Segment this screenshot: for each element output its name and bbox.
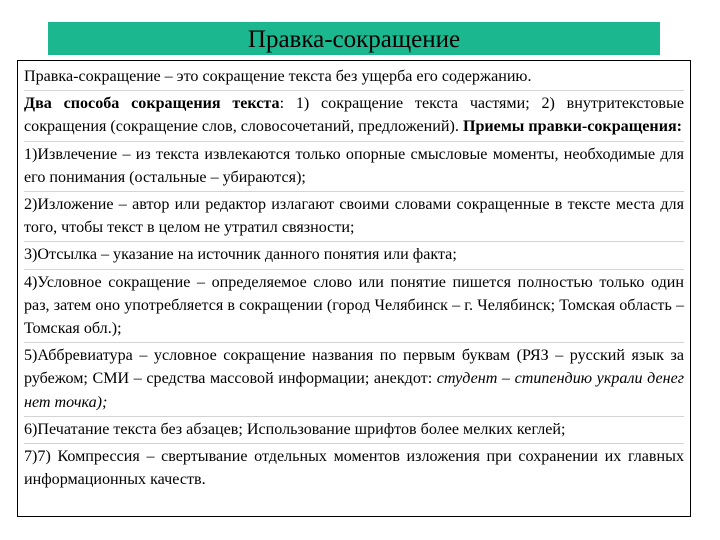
divider — [24, 241, 684, 242]
divider — [24, 269, 684, 270]
definition-paragraph: Правка-сокращение – это сокращение текста без ущерба его содержанию. — [24, 68, 532, 85]
technique-item-2: 2)Изложение – автор или редактор излагают своими словами сокращенные в тексте места для того, чтобы текст в целом не утратил связности; — [24, 196, 684, 237]
methods-paragraph — [24, 92, 684, 138]
technique-item-5 — [24, 344, 684, 414]
technique-item-6: 6)Печатание текста без абзацев; Использование шрифтов более мелких кеглей; — [24, 420, 566, 438]
methods-heading: Два способа сокращения текста — [24, 95, 280, 113]
slide-title: Правка-сокращение — [48, 22, 660, 55]
divider — [24, 141, 684, 142]
divider — [24, 90, 684, 91]
divider — [24, 342, 684, 343]
divider — [24, 191, 684, 192]
methods-text: : 1) сокращение текста частями; 2) внутритекстовые сокращения (сокращение слов, словосочетаний, предложений). — [24, 95, 684, 136]
content-box — [17, 60, 691, 517]
techniques-heading: Приемы правки-сокращения: — [462, 118, 683, 136]
technique-item-4: 4)Условное сокращение – определяемое слово или понятие пишется полностью только один раз, затем оно употребляется в сокращении (город Челябинск – г. Челябинск; Томская область – Томская обл.); — [24, 273, 684, 338]
divider — [24, 416, 684, 417]
technique-item-3: 3)Отсылка – указание на источник данного понятия или факта; — [24, 246, 457, 264]
technique-item-7: 7)7) Компрессия – свертывание отдельных моментов изложения при сохранении их главных информационных качеств. — [24, 448, 684, 489]
abbreviation-text: 5)Аббревиатура – условное сокращение названия по первым буквам (РЯЗ – русский язык за рубежом; СМИ – средства массовой информации; анекдот: — [24, 347, 684, 388]
technique-item-1: 1)Извлечение – из текста извлекаются только опорные смысловые моменты, необходимые для его понимания (остальные – убираются); — [24, 145, 684, 186]
divider — [24, 443, 684, 444]
abbreviation-italic: студент – стипендию украли денег нет точка); — [24, 370, 684, 411]
